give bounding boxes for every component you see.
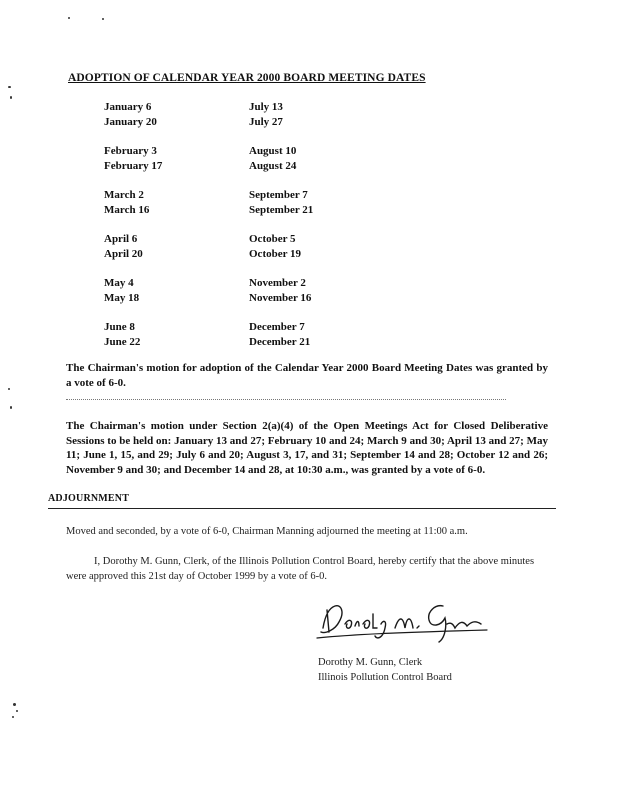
certification-paragraph: I, Dorothy M. Gunn, Clerk, of the Illinois Pollution Control Board, hereby certify that the above minutes were approved this 21st day of October 1999 by a vote of 6-0. — [66, 556, 535, 582]
date-left: February 17 — [104, 159, 163, 172]
scan-speck — [10, 406, 12, 409]
date-row — [104, 276, 344, 291]
date-right: October 5 — [249, 233, 296, 245]
date-right: December 7 — [249, 321, 305, 333]
date-left: April 6 — [104, 233, 138, 245]
date-pair — [104, 232, 344, 261]
date-row — [104, 144, 344, 159]
date-right: August 10 — [249, 145, 297, 157]
date-row — [104, 100, 344, 115]
date-pair — [104, 100, 344, 129]
section-divider — [48, 508, 556, 509]
date-pair — [104, 276, 344, 305]
date-row — [104, 203, 344, 218]
date-left: January 6 — [104, 101, 152, 113]
date-right: September 7 — [249, 189, 308, 201]
signature-block — [318, 655, 452, 685]
motion-adoption-paragraph: The Chairman's motion for adoption of the Calendar Year 2000 Board Meeting Dates was granted by a vote of 6-0. — [66, 362, 548, 389]
date-left: January 20 — [104, 115, 157, 128]
date-row — [104, 320, 344, 335]
date-left: March 2 — [104, 189, 144, 201]
scan-speck — [10, 96, 12, 99]
date-pair — [104, 144, 344, 173]
scan-speck — [8, 86, 11, 88]
scan-speck — [16, 710, 18, 712]
date-right: August 24 — [249, 159, 297, 172]
scan-speck — [12, 716, 14, 718]
date-left: June 22 — [104, 335, 141, 348]
date-right: December 21 — [249, 335, 311, 348]
scan-speck — [8, 388, 10, 390]
clerk-organization: Illinois Pollution Control Board — [318, 672, 452, 683]
date-pair — [104, 188, 344, 217]
scan-speck — [68, 17, 70, 19]
date-right: July 27 — [249, 115, 283, 128]
date-left: March 16 — [104, 203, 150, 216]
date-right: July 13 — [249, 101, 283, 113]
date-row — [104, 247, 344, 262]
date-right: September 21 — [249, 203, 314, 216]
date-left: February 3 — [104, 145, 157, 157]
date-right: November 2 — [249, 277, 306, 289]
handwritten-signature — [315, 598, 495, 648]
date-left: April 20 — [104, 247, 143, 260]
date-row — [104, 291, 344, 306]
date-row — [104, 159, 344, 174]
adjournment-heading: ADJOURNMENT — [48, 493, 130, 504]
adjournment-paragraph: Moved and seconded, by a vote of 6-0, Chairman Manning adjourned the meeting at 11:00 a.m. — [66, 526, 468, 537]
scan-speck — [102, 18, 104, 20]
clerk-name: Dorothy M. Gunn, Clerk — [318, 657, 423, 668]
date-right: October 19 — [249, 247, 302, 260]
date-pair — [104, 320, 344, 349]
date-row — [104, 188, 344, 203]
section-heading: ADOPTION OF CALENDAR YEAR 2000 BOARD MEETING DATES — [68, 72, 426, 84]
date-left: May 18 — [104, 291, 140, 304]
scan-speck — [13, 703, 16, 706]
date-row — [104, 335, 344, 350]
date-left: May 4 — [104, 277, 134, 289]
meeting-dates-list — [104, 100, 344, 364]
dotted-divider — [66, 399, 506, 400]
motion-closed-sessions-paragraph: The Chairman's motion under Section 2(a)(4) of the Open Meetings Act for Closed Deliberative Sessions to be held on: January 13 and 27; February 10 and 24; March 9 and 30; April 13 and 27; May 11; June 1, 15, and 29; July 6 and 20; August 3, 17, and 31; September 14 and 28; October 12 and 26; November 9 and 30; and December 14 and 28, at 10:30 a.m., was granted by a vote of 6-0. — [66, 420, 548, 476]
date-right: November 16 — [249, 291, 312, 304]
date-row — [104, 115, 344, 130]
date-left: June 8 — [104, 321, 135, 333]
date-row — [104, 232, 344, 247]
